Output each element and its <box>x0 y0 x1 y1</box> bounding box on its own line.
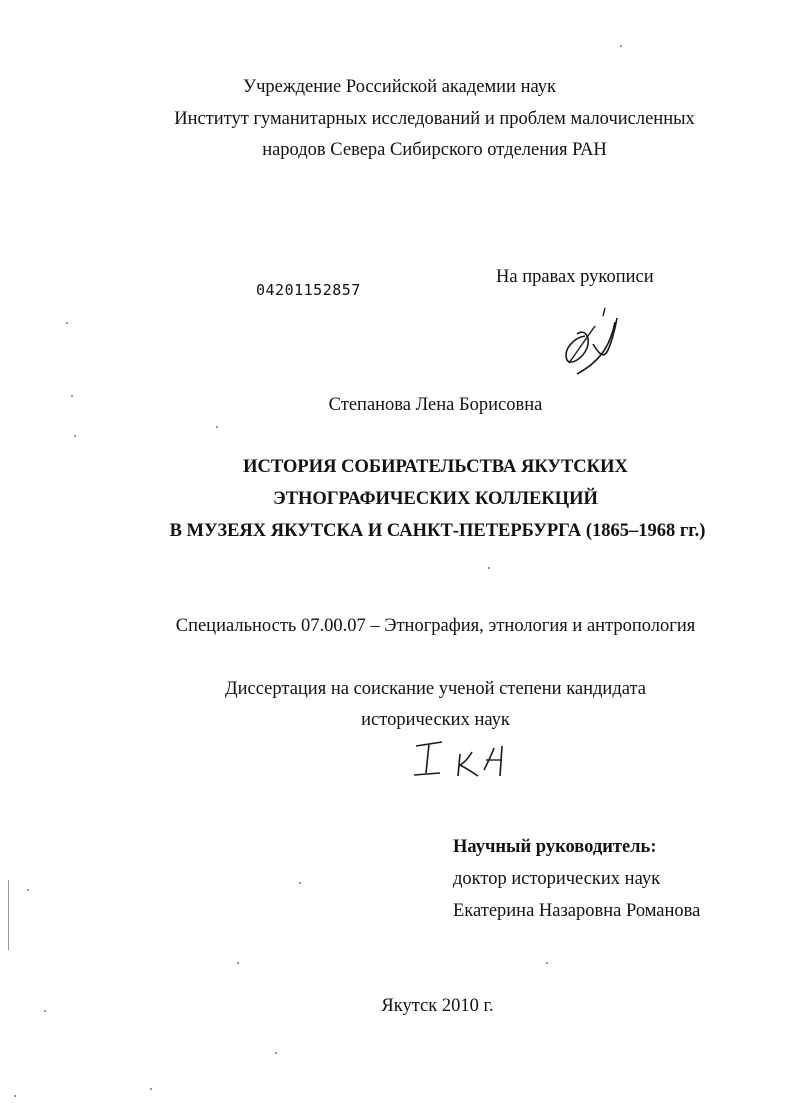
dissertation-line-2: исторических наук <box>361 710 510 730</box>
signature <box>555 308 630 383</box>
supervisor-name: Екатерина Назаровна Романова <box>453 901 701 921</box>
specialty: Специальность 07.00.07 – Этнография, этнология и антропология <box>175 616 696 636</box>
title-line-3: В МУЗЕЯХ ЯКУТСКА И САНКТ-ПЕТЕРБУРГА (1865–1968 гг.) <box>169 521 706 541</box>
scan-speck <box>237 962 239 964</box>
handwritten-note <box>412 740 512 780</box>
institution-line-3: народов Севера Сибирского отделения РАН <box>262 140 607 160</box>
scan-speck <box>71 395 73 397</box>
catalog-number: 04201152857 <box>256 281 361 299</box>
institution-line-2: Институт гуманитарных исследований и проблем малочисленных <box>174 109 695 129</box>
scan-speck <box>14 1095 16 1097</box>
rights-note: На правах рукописи <box>496 267 654 287</box>
place-year: Якутск 2010 г. <box>381 996 494 1016</box>
scan-speck <box>27 889 29 891</box>
scan-speck <box>299 882 301 884</box>
scan-speck <box>74 435 76 437</box>
institution-line-1: Учреждение Российской академии наук <box>242 77 556 97</box>
dissertation-line-1: Диссертация на соискание ученой степени кандидата <box>225 679 646 699</box>
supervisor-degree: доктор исторических наук <box>453 869 661 889</box>
title-line-2: ЭТНОГРАФИЧЕСКИХ КОЛЛЕКЦИЙ <box>273 489 598 509</box>
scan-speck <box>488 567 490 569</box>
scan-speck <box>620 45 622 47</box>
scan-speck <box>216 426 218 428</box>
scan-speck <box>150 1088 152 1090</box>
author-name: Степанова Лена Борисовна <box>328 395 543 415</box>
scan-edge-mark <box>8 880 9 950</box>
supervisor-heading: Научный руководитель: <box>453 837 657 857</box>
scan-speck <box>546 962 548 964</box>
scan-speck <box>275 1052 277 1054</box>
scan-speck <box>44 1010 46 1012</box>
title-line-1: ИСТОРИЯ СОБИРАТЕЛЬСТВА ЯКУТСКИХ <box>243 457 628 477</box>
scan-speck <box>66 322 68 324</box>
